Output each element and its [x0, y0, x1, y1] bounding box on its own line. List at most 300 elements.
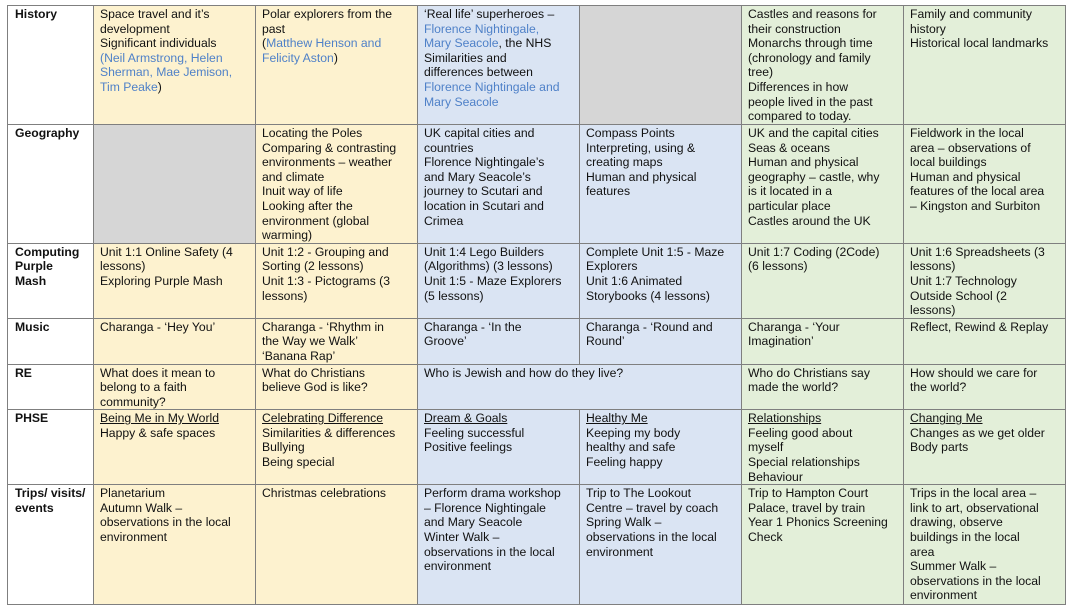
cell-text: features [586, 184, 631, 199]
subject-label [8, 364, 94, 410]
cell-line [748, 95, 897, 110]
cell-line [424, 199, 573, 214]
cell-line [100, 426, 249, 441]
cell-text: Feeling successful [424, 425, 525, 440]
highlighted-name: Neil Armstrong, Helen [104, 50, 223, 65]
term-cell [94, 243, 256, 318]
cell-line [748, 109, 897, 124]
cell-line [586, 155, 735, 170]
highlighted-name: Felicity Aston [262, 50, 334, 65]
cell-line [424, 426, 573, 441]
cell-line [748, 214, 897, 229]
cell-text: (Algorithms) (3 lessons) [424, 259, 553, 274]
cell-text: environment (global [262, 213, 370, 228]
cell-line [424, 36, 573, 51]
cell-text: development [100, 21, 170, 36]
cell-text: and climate [262, 169, 325, 184]
highlighted-name: Mary Seacole [424, 36, 499, 51]
cell-line [910, 184, 1059, 199]
cell-line [262, 440, 411, 455]
cell-text: Changes as we get older [910, 425, 1045, 440]
term-cell [742, 410, 904, 485]
cell-text: buildings in the local [910, 530, 1020, 545]
cell-line [424, 126, 573, 141]
cell-text: Unit 1:6 Spreadsheets (3 [910, 244, 1045, 259]
cell-line [748, 470, 897, 485]
cell-text: history [910, 21, 946, 36]
cell-text: Year 1 Phonics Screening [748, 515, 888, 530]
cell-text: Unit 1:3 - Pictograms (3 [262, 273, 391, 288]
cell-text: features of the local area [910, 184, 1045, 199]
cell-line [748, 155, 897, 170]
term-cell [742, 6, 904, 125]
cell-line [100, 80, 249, 95]
cell-text: Exploring Purple Mash [100, 273, 223, 288]
term-cell [904, 364, 1066, 410]
cell-text: Who is Jewish and how do they live? [424, 365, 624, 380]
cell-line [262, 289, 411, 304]
cell-line [424, 274, 573, 289]
term-cell [418, 485, 580, 605]
cell-text: – Florence Nightingale [424, 500, 546, 515]
cell-line [748, 426, 897, 441]
cell-text: UK and the capital cities [748, 126, 879, 140]
cell-line [910, 141, 1059, 156]
cell-line [100, 530, 249, 545]
term-cell [580, 243, 742, 318]
cell-text: environment [586, 544, 654, 559]
subject-text-line: events [15, 500, 54, 515]
cell-line [910, 289, 1059, 304]
cell-line [262, 334, 411, 349]
cell-text: Perform drama workshop [424, 486, 561, 501]
cell-line [586, 486, 735, 501]
cell-text: environment [100, 530, 168, 545]
unit-heading: Being Me in My World [100, 411, 219, 426]
cell-line [262, 214, 411, 229]
subject-label [8, 410, 94, 485]
cell-text: differences between [424, 65, 533, 80]
cell-text: Happy & safe spaces [100, 425, 216, 440]
term-cell [580, 318, 742, 364]
cell-text: Compass Points [586, 126, 675, 140]
cell-line [100, 486, 249, 501]
cell-text: Differences in how [748, 79, 849, 94]
subject-label [8, 485, 94, 605]
cell-text: observations in the local [910, 573, 1041, 588]
term-cell [742, 318, 904, 364]
cell-line [910, 440, 1059, 455]
cell-line [748, 170, 897, 185]
cell-text: Similarities & differences [262, 425, 396, 440]
cell-line [748, 530, 897, 545]
cell-line [586, 545, 735, 560]
cell-text: observations in the local [586, 530, 717, 545]
highlighted-name: Florence Nightingale, [424, 21, 540, 36]
cell-text: lessons) [100, 259, 146, 274]
cell-line [910, 588, 1059, 603]
cell-line [586, 515, 735, 530]
term-cell [418, 410, 580, 485]
cell-text: journey to Scutari and [424, 184, 543, 199]
cell-line [424, 214, 573, 229]
cell-line [424, 411, 573, 426]
cell-line [910, 426, 1059, 441]
cell-text: Summer Walk – [910, 559, 997, 574]
cell-line [424, 501, 573, 516]
cell-line [100, 274, 249, 289]
cell-line [748, 65, 897, 80]
unit-heading: Dream & Goals [424, 411, 508, 426]
cell-line [424, 515, 573, 530]
cell-line [424, 184, 573, 199]
cell-text: Family and community [910, 7, 1032, 21]
empty-cell [580, 6, 742, 125]
cell-line [586, 245, 735, 260]
cell-line [910, 259, 1059, 274]
cell-line [910, 501, 1059, 516]
cell-line [910, 545, 1059, 560]
cell-text: lessons) [262, 288, 308, 303]
cell-text: Historical local landmarks [910, 36, 1049, 51]
cell-line [910, 245, 1059, 260]
cell-line [586, 320, 735, 335]
cell-line [262, 36, 411, 51]
cell-line [424, 486, 573, 501]
cell-text: (5 lessons) [424, 288, 484, 303]
cell-line [910, 7, 1059, 22]
cell-text: Interpreting, using & [586, 140, 696, 155]
cell-text: Similarities and [424, 50, 507, 65]
cell-line [748, 259, 897, 274]
cell-text: Groove’ [424, 334, 467, 349]
cell-text: believe God is like? [262, 380, 368, 395]
cell-text: Feeling good about [748, 425, 853, 440]
cell-text: Fieldwork in the local [910, 126, 1024, 140]
cell-line [748, 486, 897, 501]
cell-text: Unit 1:2 - Grouping and [262, 244, 389, 259]
term-cell [418, 243, 580, 318]
cell-text: area – observations of [910, 140, 1031, 155]
cell-text: creating maps [586, 155, 663, 170]
cell-line [100, 395, 249, 410]
cell-text: healthy and safe [586, 440, 676, 455]
cell-text: Unit 1:4 Lego Builders [424, 244, 544, 259]
cell-text: Complete Unit 1:5 - Maze [586, 244, 725, 259]
cell-line [424, 7, 573, 22]
cell-text: the Way we Walk’ [262, 334, 358, 349]
cell-line [910, 530, 1059, 545]
cell-text: Inuit way of life [262, 184, 343, 199]
cell-text: Who do Christians say [748, 365, 870, 380]
term-cell [742, 364, 904, 410]
cell-line [262, 455, 411, 470]
cell-text: (6 lessons) [748, 259, 808, 274]
cell-line [100, 65, 249, 80]
cell-text: myself [748, 440, 784, 455]
cell-text: Round’ [586, 334, 625, 349]
cell-line [262, 380, 411, 395]
cell-line [262, 228, 411, 243]
cell-text: past [262, 21, 286, 36]
cell-text: Looking after the [262, 198, 353, 213]
cell-line [100, 320, 249, 335]
cell-text: Charanga - ‘In the [424, 319, 522, 334]
highlighted-name: Mary Seacole [424, 94, 499, 109]
unit-heading: Celebrating Difference [262, 411, 384, 426]
cell-text: Charanga - ‘Hey You’ [100, 319, 216, 334]
cell-line [100, 51, 249, 66]
cell-text: belong to a faith [100, 380, 187, 395]
cell-line [262, 259, 411, 274]
cell-line [910, 22, 1059, 37]
cell-line [586, 259, 735, 274]
unit-heading: Healthy Me [586, 411, 648, 426]
cell-line [748, 366, 897, 381]
subject-text: RE [15, 365, 32, 380]
cell-line [100, 259, 249, 274]
term-cell [904, 318, 1066, 364]
cell-line [262, 366, 411, 381]
cell-line [424, 366, 735, 381]
cell-line [748, 51, 897, 66]
cell-line [748, 36, 897, 51]
cell-line [262, 320, 411, 335]
cell-text: tree) [748, 65, 774, 80]
cell-line [748, 184, 897, 199]
cell-line [910, 303, 1059, 318]
cell-line [748, 455, 897, 470]
term-cell [256, 318, 418, 364]
cell-text: the world? [910, 380, 967, 395]
cell-text: Charanga - ‘Your [748, 319, 840, 334]
cell-text: Monarchs through time [748, 36, 873, 51]
cell-line [586, 274, 735, 289]
cell-line [910, 366, 1059, 381]
cell-line [424, 559, 573, 574]
term-cell [256, 125, 418, 244]
cell-text: Keeping my body [586, 425, 681, 440]
cell-line [748, 380, 897, 395]
subject-text: PHSE [15, 411, 49, 426]
term-cell [256, 364, 418, 410]
cell-line [424, 95, 573, 110]
cell-line [910, 126, 1059, 141]
highlighted-name: Tim Peake [100, 79, 158, 94]
cell-text: local buildings [910, 155, 987, 170]
unit-heading: Relationships [748, 411, 822, 426]
term-cell [418, 318, 580, 364]
term-cell [742, 243, 904, 318]
cell-line [748, 411, 897, 426]
cell-line [262, 245, 411, 260]
term-cell [94, 485, 256, 605]
cell-text: Planetarium [100, 486, 166, 501]
cell-line [910, 559, 1059, 574]
cell-line [586, 334, 735, 349]
cell-text: (chronology and family [748, 50, 871, 65]
cell-line [262, 22, 411, 37]
cell-line [910, 574, 1059, 589]
cell-line [262, 51, 411, 66]
cell-line [424, 545, 573, 560]
cell-text: lessons) [910, 259, 956, 274]
cell-text: Positive feelings [424, 440, 513, 455]
cell-line [910, 155, 1059, 170]
cell-line [748, 80, 897, 95]
term-cell [256, 410, 418, 485]
cell-text: Feeling happy [586, 455, 663, 470]
cell-text: and Mary Seacole’s [424, 169, 531, 184]
cell-line [100, 501, 249, 516]
cell-line [748, 141, 897, 156]
highlighted-name: ( [100, 50, 105, 65]
cell-text: ( [262, 36, 267, 51]
cell-line [100, 515, 249, 530]
cell-text: lessons) [910, 303, 956, 318]
cell-line [910, 515, 1059, 530]
subject-text: History [15, 7, 57, 21]
term-cell [94, 6, 256, 125]
cell-text: – Kingston and Surbiton [910, 198, 1041, 213]
term-cell [904, 125, 1066, 244]
term-cell [256, 485, 418, 605]
cell-line [748, 320, 897, 335]
cell-text: Centre – travel by coach [586, 500, 719, 515]
term-cell [256, 6, 418, 125]
cell-text: ‘Banana Rap’ [262, 348, 336, 363]
cell-text: Behaviour [748, 469, 803, 484]
cell-line [100, 22, 249, 37]
cell-text: ) [333, 50, 338, 65]
cell-line [748, 7, 897, 22]
cell-line [424, 22, 573, 37]
cell-text: UK capital cities and [424, 126, 535, 140]
cell-line [424, 530, 573, 545]
cell-line [586, 126, 735, 141]
subject-label [8, 318, 94, 364]
cell-line [262, 349, 411, 364]
cell-line [748, 334, 897, 349]
cell-text: and Mary Seacole [424, 515, 523, 530]
cell-line [262, 274, 411, 289]
cell-text: Florence Nightingale’s [424, 155, 545, 170]
cell-text: Christmas celebrations [262, 486, 386, 501]
subject-text-line: Computing [15, 244, 80, 259]
cell-line [100, 380, 249, 395]
row-phse [8, 410, 1066, 485]
cell-text: observations in the local [100, 515, 231, 530]
cell-text: Human and physical [586, 169, 697, 184]
term-cell [580, 485, 742, 605]
subject-label [8, 243, 94, 318]
cell-text: is it located in a [748, 184, 833, 199]
cell-line [262, 7, 411, 22]
row-re [8, 364, 1066, 410]
cell-line [262, 126, 411, 141]
cell-line [748, 126, 897, 141]
cell-line [910, 274, 1059, 289]
cell-text: Unit 1:1 Online Safety (4 [100, 244, 233, 259]
cell-text: Spring Walk – [586, 515, 662, 530]
cell-text: Reflect, Rewind & Replay [910, 319, 1049, 334]
cell-text: people lived in the past [748, 94, 873, 109]
term-cell [580, 125, 742, 244]
cell-line [748, 199, 897, 214]
cell-text: Unit 1:7 Coding (2Code) [748, 244, 880, 259]
row-music [8, 318, 1066, 364]
cell-text: environments – weather [262, 155, 393, 170]
cell-line [748, 22, 897, 37]
row-trips-visits-events [8, 485, 1066, 605]
cell-line [100, 245, 249, 260]
cell-text: Significant individuals [100, 36, 217, 51]
cell-text: Bullying [262, 440, 305, 455]
term-cell [904, 6, 1066, 125]
cell-text: their construction [748, 21, 841, 36]
cell-line [100, 366, 249, 381]
cell-line [424, 245, 573, 260]
cell-text: Unit 1:5 - Maze Explorers [424, 273, 562, 288]
cell-line [424, 259, 573, 274]
term-cell [94, 410, 256, 485]
cell-line [424, 440, 573, 455]
cell-line [910, 36, 1059, 51]
cell-text: Space travel and it’s [100, 7, 210, 21]
cell-text: environment [424, 559, 492, 574]
cell-text: drawing, observe [910, 515, 1003, 530]
cell-text: Polar explorers from the [262, 7, 393, 21]
term-cell [256, 243, 418, 318]
cell-text: ‘Real life’ superheroes – [424, 7, 555, 21]
highlighted-name: Matthew Henson and [266, 36, 382, 51]
cell-line [424, 65, 573, 80]
term-cell [742, 125, 904, 244]
cell-line [748, 440, 897, 455]
cell-line [586, 141, 735, 156]
cell-line [748, 515, 897, 530]
cell-line [424, 80, 573, 95]
cell-line [424, 141, 573, 156]
cell-line [262, 141, 411, 156]
highlighted-name: Florence Nightingale and [424, 79, 560, 94]
cell-line [586, 426, 735, 441]
curriculum-table-body [8, 6, 1066, 605]
subject-text: Music [15, 319, 50, 334]
cell-line [424, 155, 573, 170]
row-computing-purple-mash [8, 243, 1066, 318]
cell-line [424, 51, 573, 66]
cell-text: Crimea [424, 213, 464, 228]
cell-line [748, 245, 897, 260]
cell-line [100, 7, 249, 22]
cell-text: Charanga - ‘Rhythm in [262, 319, 384, 334]
cell-text: Autumn Walk – [100, 500, 183, 515]
subject-text: Geography [15, 126, 80, 140]
cell-line [910, 380, 1059, 395]
cell-line [586, 184, 735, 199]
cell-line [586, 289, 735, 304]
empty-cell [94, 125, 256, 244]
cell-line [262, 411, 411, 426]
cell-text: Trips in the local area – [910, 486, 1037, 501]
cell-text: Explorers [586, 259, 638, 274]
term-cell [904, 485, 1066, 605]
cell-text: Locating the Poles [262, 126, 363, 140]
cell-text: Unit 1:6 Animated [586, 273, 683, 288]
cell-text: geography – castle, why [748, 169, 880, 184]
cell-text: Human and physical [910, 169, 1021, 184]
